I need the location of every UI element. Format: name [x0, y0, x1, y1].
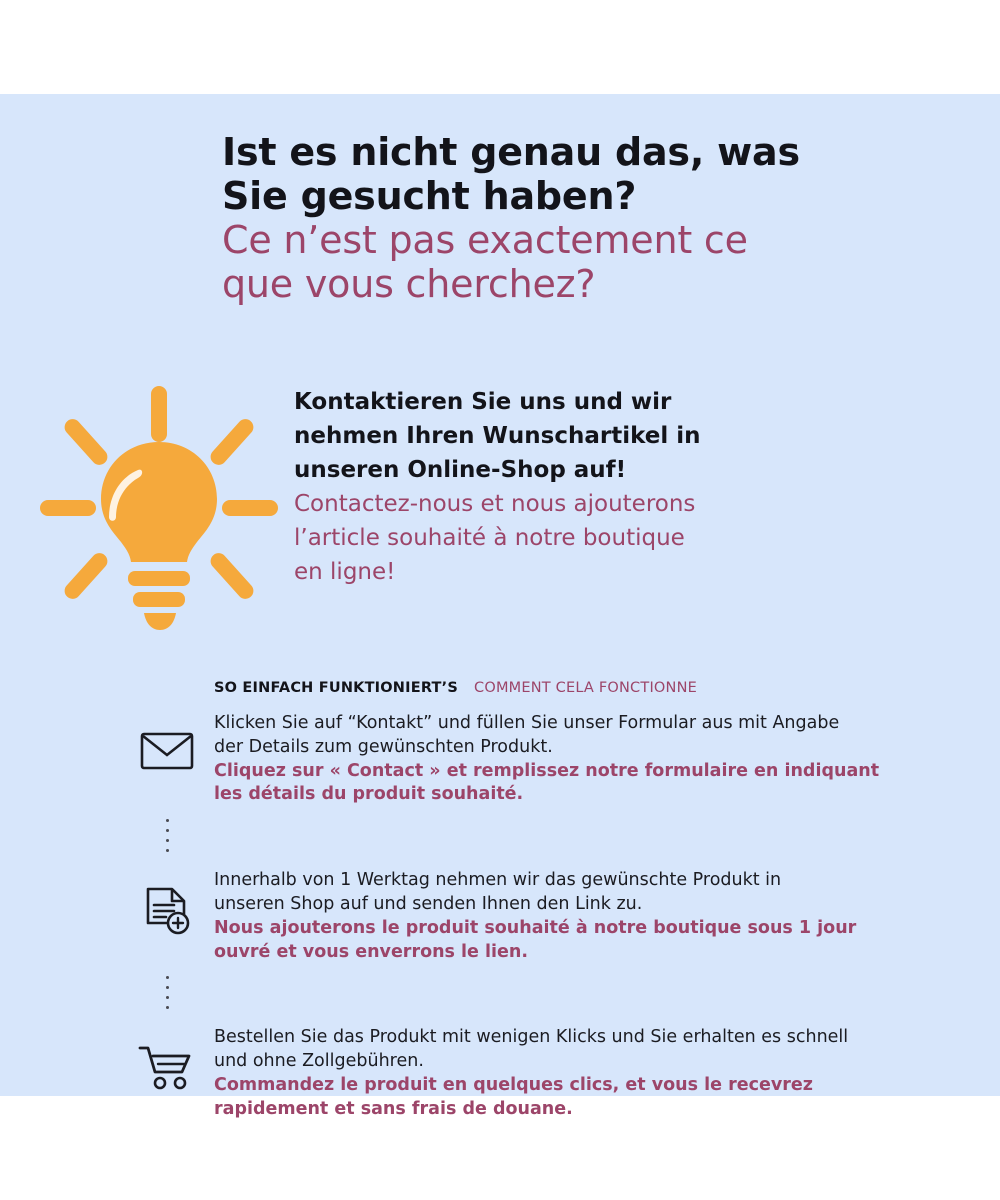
- headline-german-line-1: Ist es nicht genau das, was: [222, 130, 800, 174]
- step-text: [214, 1020, 940, 1121]
- step-item: [120, 706, 940, 807]
- intro-block: [294, 385, 904, 589]
- step-text: [214, 863, 940, 964]
- step-item: [120, 863, 940, 964]
- envelope-icon: [120, 706, 214, 772]
- step-1-french-line-1: Cliquez sur « Contact » et remplissez notre formulaire en indiquant: [214, 760, 880, 781]
- intro-german-line-1: Kontaktieren Sie uns und wir: [294, 389, 672, 415]
- step-1-french-line-2: les détails du produit souhaité.: [214, 784, 524, 805]
- intro-french-line-2: l’article souhaité à notre boutique: [294, 525, 685, 552]
- headline-french-line-1: Ce n’est pas exactement ce: [222, 218, 748, 263]
- intro-german-line-3: unseren Online-Shop auf!: [294, 457, 627, 484]
- step-connector-dots: [120, 807, 214, 863]
- step-1-german-line-2: der Details zum gewünschten Produkt.: [214, 736, 553, 757]
- step-2-german-line-1: Innerhalb von 1 Werktag nehmen wir das gewünschte Produkt in: [214, 870, 782, 891]
- steps-heading-french: COMMENT CELA FONCTIONNE: [474, 680, 697, 696]
- step-connector-dots: [120, 964, 214, 1020]
- headline-block: [222, 130, 942, 306]
- steps-list: [120, 706, 940, 1122]
- step-3-german-line-2: und ohne Zollgebühren.: [214, 1051, 424, 1072]
- step-2-french-line-2: ouvré et vous enverrons le lien.: [214, 941, 528, 962]
- step-item: [120, 1020, 940, 1121]
- step-3-french-line-2: rapidement et sans frais de douane.: [214, 1098, 573, 1119]
- lightbulb-icon: [34, 382, 282, 634]
- step-text: [214, 706, 940, 807]
- step-2-french-line-1: Nous ajouterons le produit souhaité à notre boutique sous 1 jour: [214, 917, 857, 938]
- steps-heading: [214, 680, 697, 696]
- headline-german-line-2: Sie gesucht haben?: [222, 174, 637, 219]
- intro-french-line-3: en ligne!: [294, 559, 396, 586]
- intro-german-line-2: nehmen Ihren Wunschartikel in: [294, 423, 701, 450]
- step-3-german-line-1: Bestellen Sie das Produkt mit wenigen Klicks und Sie erhalten es schnell: [214, 1027, 849, 1048]
- shopping-cart-icon: [120, 1020, 214, 1090]
- step-1-german-line-1: Klicken Sie auf “Kontakt” und füllen Sie unser Formular aus mit Angabe: [214, 713, 840, 733]
- step-2-german-line-2: unseren Shop auf und senden Ihnen den Link zu.: [214, 893, 643, 914]
- steps-heading-german: SO EINFACH FUNKTIONIERT’S: [214, 680, 458, 696]
- document-add-icon: [120, 863, 214, 939]
- intro-french-line-1: Contactez-nous et nous ajouterons: [294, 491, 696, 518]
- headline-french-line-2: que vous cherchez?: [222, 262, 596, 307]
- step-3-french-line-1: Commandez le produit en quelques clics, et vous le recevrez: [214, 1074, 813, 1095]
